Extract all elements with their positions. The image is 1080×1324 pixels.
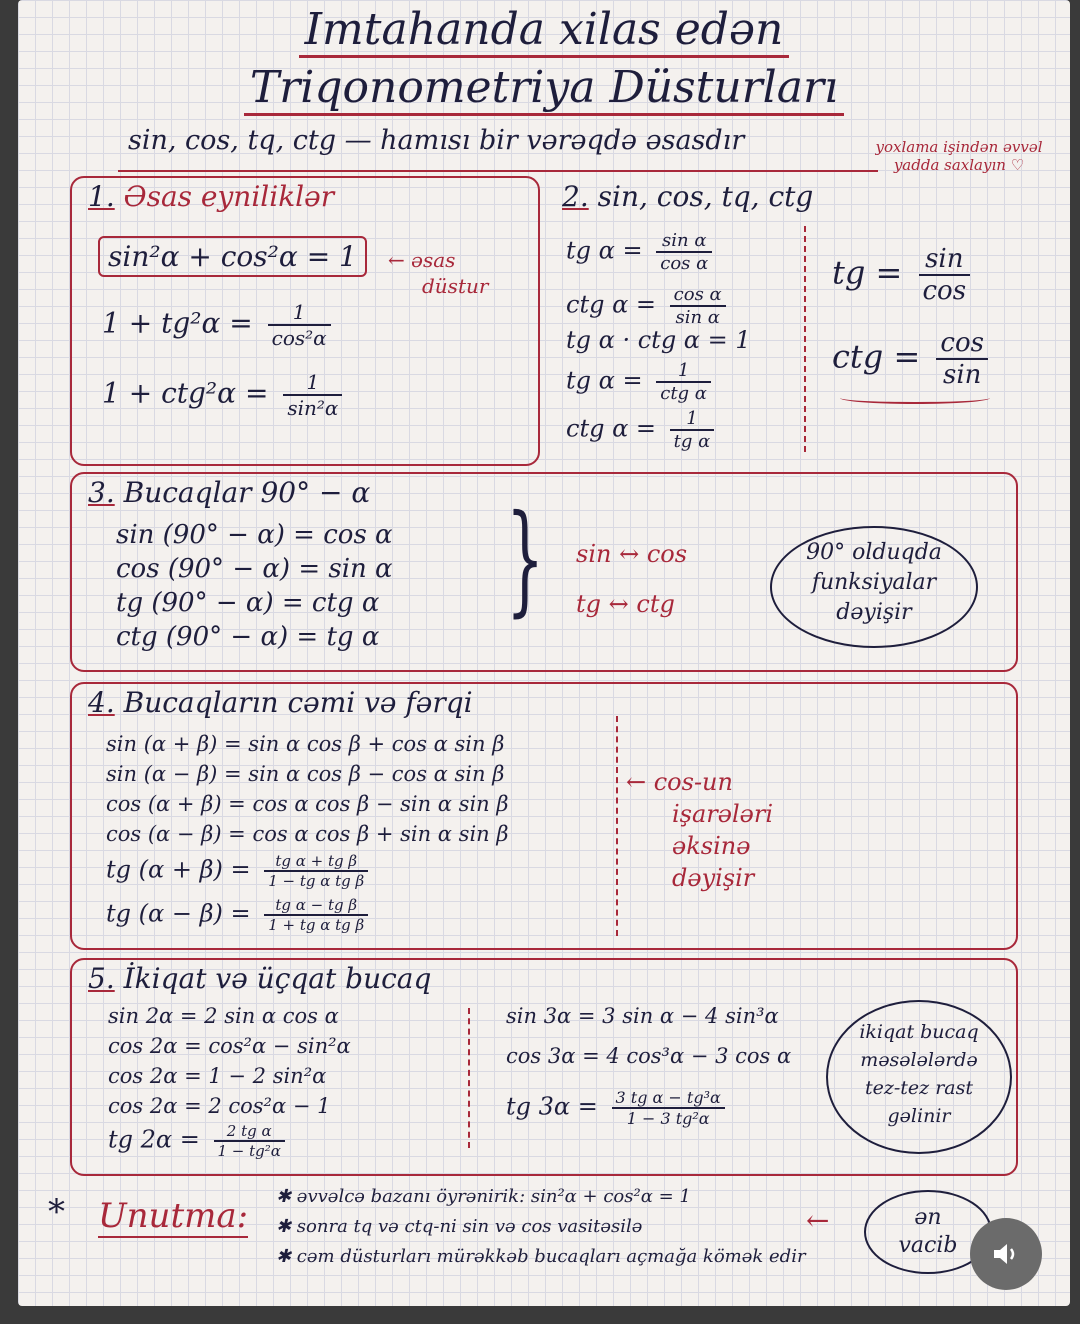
speaker-icon (990, 1238, 1022, 1270)
triple-tg: tg 3α = $\frac{\text{3 tg α − tg³α}}{\text{1 − 3 tg²α}}$ (506, 1088, 725, 1128)
footer-item-2: ✱ sonra tq və ctq-ni sin və cos vasitəsilə (276, 1216, 643, 1237)
double-angle-cloud: ikiqat bucaq məsələlərdə tez-tez rast gəlinir (826, 1000, 1012, 1154)
section-1-heading: 1. Əsas eyniliklər (88, 180, 335, 213)
tg-reciprocal: tg α = $\frac{1}{\text{ctg α}}$ (566, 360, 711, 404)
section-5-heading: 5. İkiqat və üçqat bucaq (88, 962, 432, 995)
footer-label: Unutma: (98, 1196, 249, 1236)
section-4-divider (616, 716, 618, 936)
footer-item-3: ✱ cəm düsturları mürəkkəb bucaqları açmağa kömək edir (276, 1246, 806, 1267)
section-5-divider (468, 1008, 470, 1148)
sum-tg-plus: tg (α + β) = $\frac{\text{tg α + tg β}}{\text{1 − tg α tg β}}$ (106, 852, 368, 890)
section-4-heading: 4. Bucaqların cəmi və fərqi (88, 686, 473, 719)
ctg-reciprocal: ctg α = $\frac{1}{\text{tg α}}$ (566, 408, 714, 452)
main-identity-note: ← əsas (388, 248, 456, 272)
double-cos-3: cos 2α = 2 cos²α − 1 (108, 1094, 331, 1118)
subtitle-underline (118, 170, 878, 172)
sum-tg-minus: tg (α − β) = $\frac{\text{tg α − tg β}}{\text{1 + tg α tg β}}$ (106, 896, 368, 934)
double-sin: sin 2α = 2 sin α cos α (108, 1004, 339, 1028)
cofunction-cloud: 90° olduqda funksiyalar dəyişir (770, 526, 978, 648)
tg-ctg-product: tg α · ctg α = 1 (566, 326, 751, 354)
important-cloud: ən vacib (864, 1190, 992, 1274)
audio-button[interactable] (970, 1218, 1042, 1290)
cofunction-3: tg (90° − α) = ctg α (116, 588, 380, 618)
identity-tg: 1 + tg²α = $\frac{1}{\text{cos²α}}$ (102, 300, 331, 350)
sum-sin-minus: sin (α − β) = sin α cos β − cos α sin β (106, 762, 505, 786)
brace: } (506, 490, 545, 629)
section-2-heading: 2. sin, cos, tq, ctg (562, 180, 814, 213)
side-note: yoxlama işindən əvvəl yadda saxlayın ♡ (875, 138, 1043, 174)
section-3-heading: 3. Bucaqlar 90° − α (88, 476, 371, 509)
tg-definition: tg α = $\frac{\text{sin α}}{\text{cos α}}$ (566, 230, 712, 274)
double-cos-1: cos 2α = cos²α − sin²α (108, 1034, 351, 1058)
ctg-summary: ctg = $\frac{\cos}{\sin}$ (832, 328, 988, 390)
cofunction-2: cos (90° − α) = sin α (116, 554, 393, 584)
ctg-definition: ctg α = $\frac{\text{cos α}}{\text{sin α}}$ (566, 284, 726, 328)
tg-summary: tg = $\frac{\sin}{\cos}$ (832, 244, 970, 306)
identity-ctg: 1 + ctg²α = $\frac{1}{\text{sin²α}}$ (102, 370, 342, 420)
footer-arrow: ← (806, 1204, 830, 1237)
triple-cos: cos 3α = 4 cos³α − 3 cos α (506, 1044, 792, 1068)
triple-sin: sin 3α = 3 sin α − 4 sin³α (506, 1004, 779, 1028)
page-subtitle-title: Triqonometriya Düsturları (18, 62, 1070, 113)
cofunction-1: sin (90° − α) = cos α (116, 520, 393, 550)
sign-note: ← cos-un işarələri əksinə dəyişir (626, 768, 774, 892)
main-identity: sin²α + cos²α = 1 (98, 236, 367, 277)
sum-sin-plus: sin (α + β) = sin α cos β + cos α sin β (106, 732, 505, 756)
cofunction-4: ctg (90° − α) = tg α (116, 622, 380, 652)
notebook-page (18, 0, 1070, 1306)
section-2-divider (804, 226, 806, 452)
swap-tg-ctg: tg ↔ ctg (576, 590, 675, 618)
double-tg: tg 2α = $\frac{\text{2 tg α}}{\text{1 − tg²α}}$ (108, 1122, 285, 1160)
page-title: Imtahanda xilas edən (18, 4, 1070, 55)
subtitle: sin, cos, tq, ctg — hamısı bir vərəqdə əsasdır (128, 125, 745, 156)
wavy-underline (840, 392, 990, 404)
sum-cos-minus: cos (α − β) = cos α cos β + sin α sin β (106, 822, 509, 846)
footer-star: * (48, 1192, 65, 1232)
swap-sin-cos: sin ↔ cos (576, 540, 688, 568)
sum-cos-plus: cos (α + β) = cos α cos β − sin α sin β (106, 792, 509, 816)
double-cos-2: cos 2α = 1 − 2 sin²α (108, 1064, 327, 1088)
main-identity-note-2: düstur (422, 274, 489, 298)
footer-item-1: ✱ əvvəlcə bazanı öyrənirik: sin²α + cos²α = 1 (276, 1186, 691, 1207)
